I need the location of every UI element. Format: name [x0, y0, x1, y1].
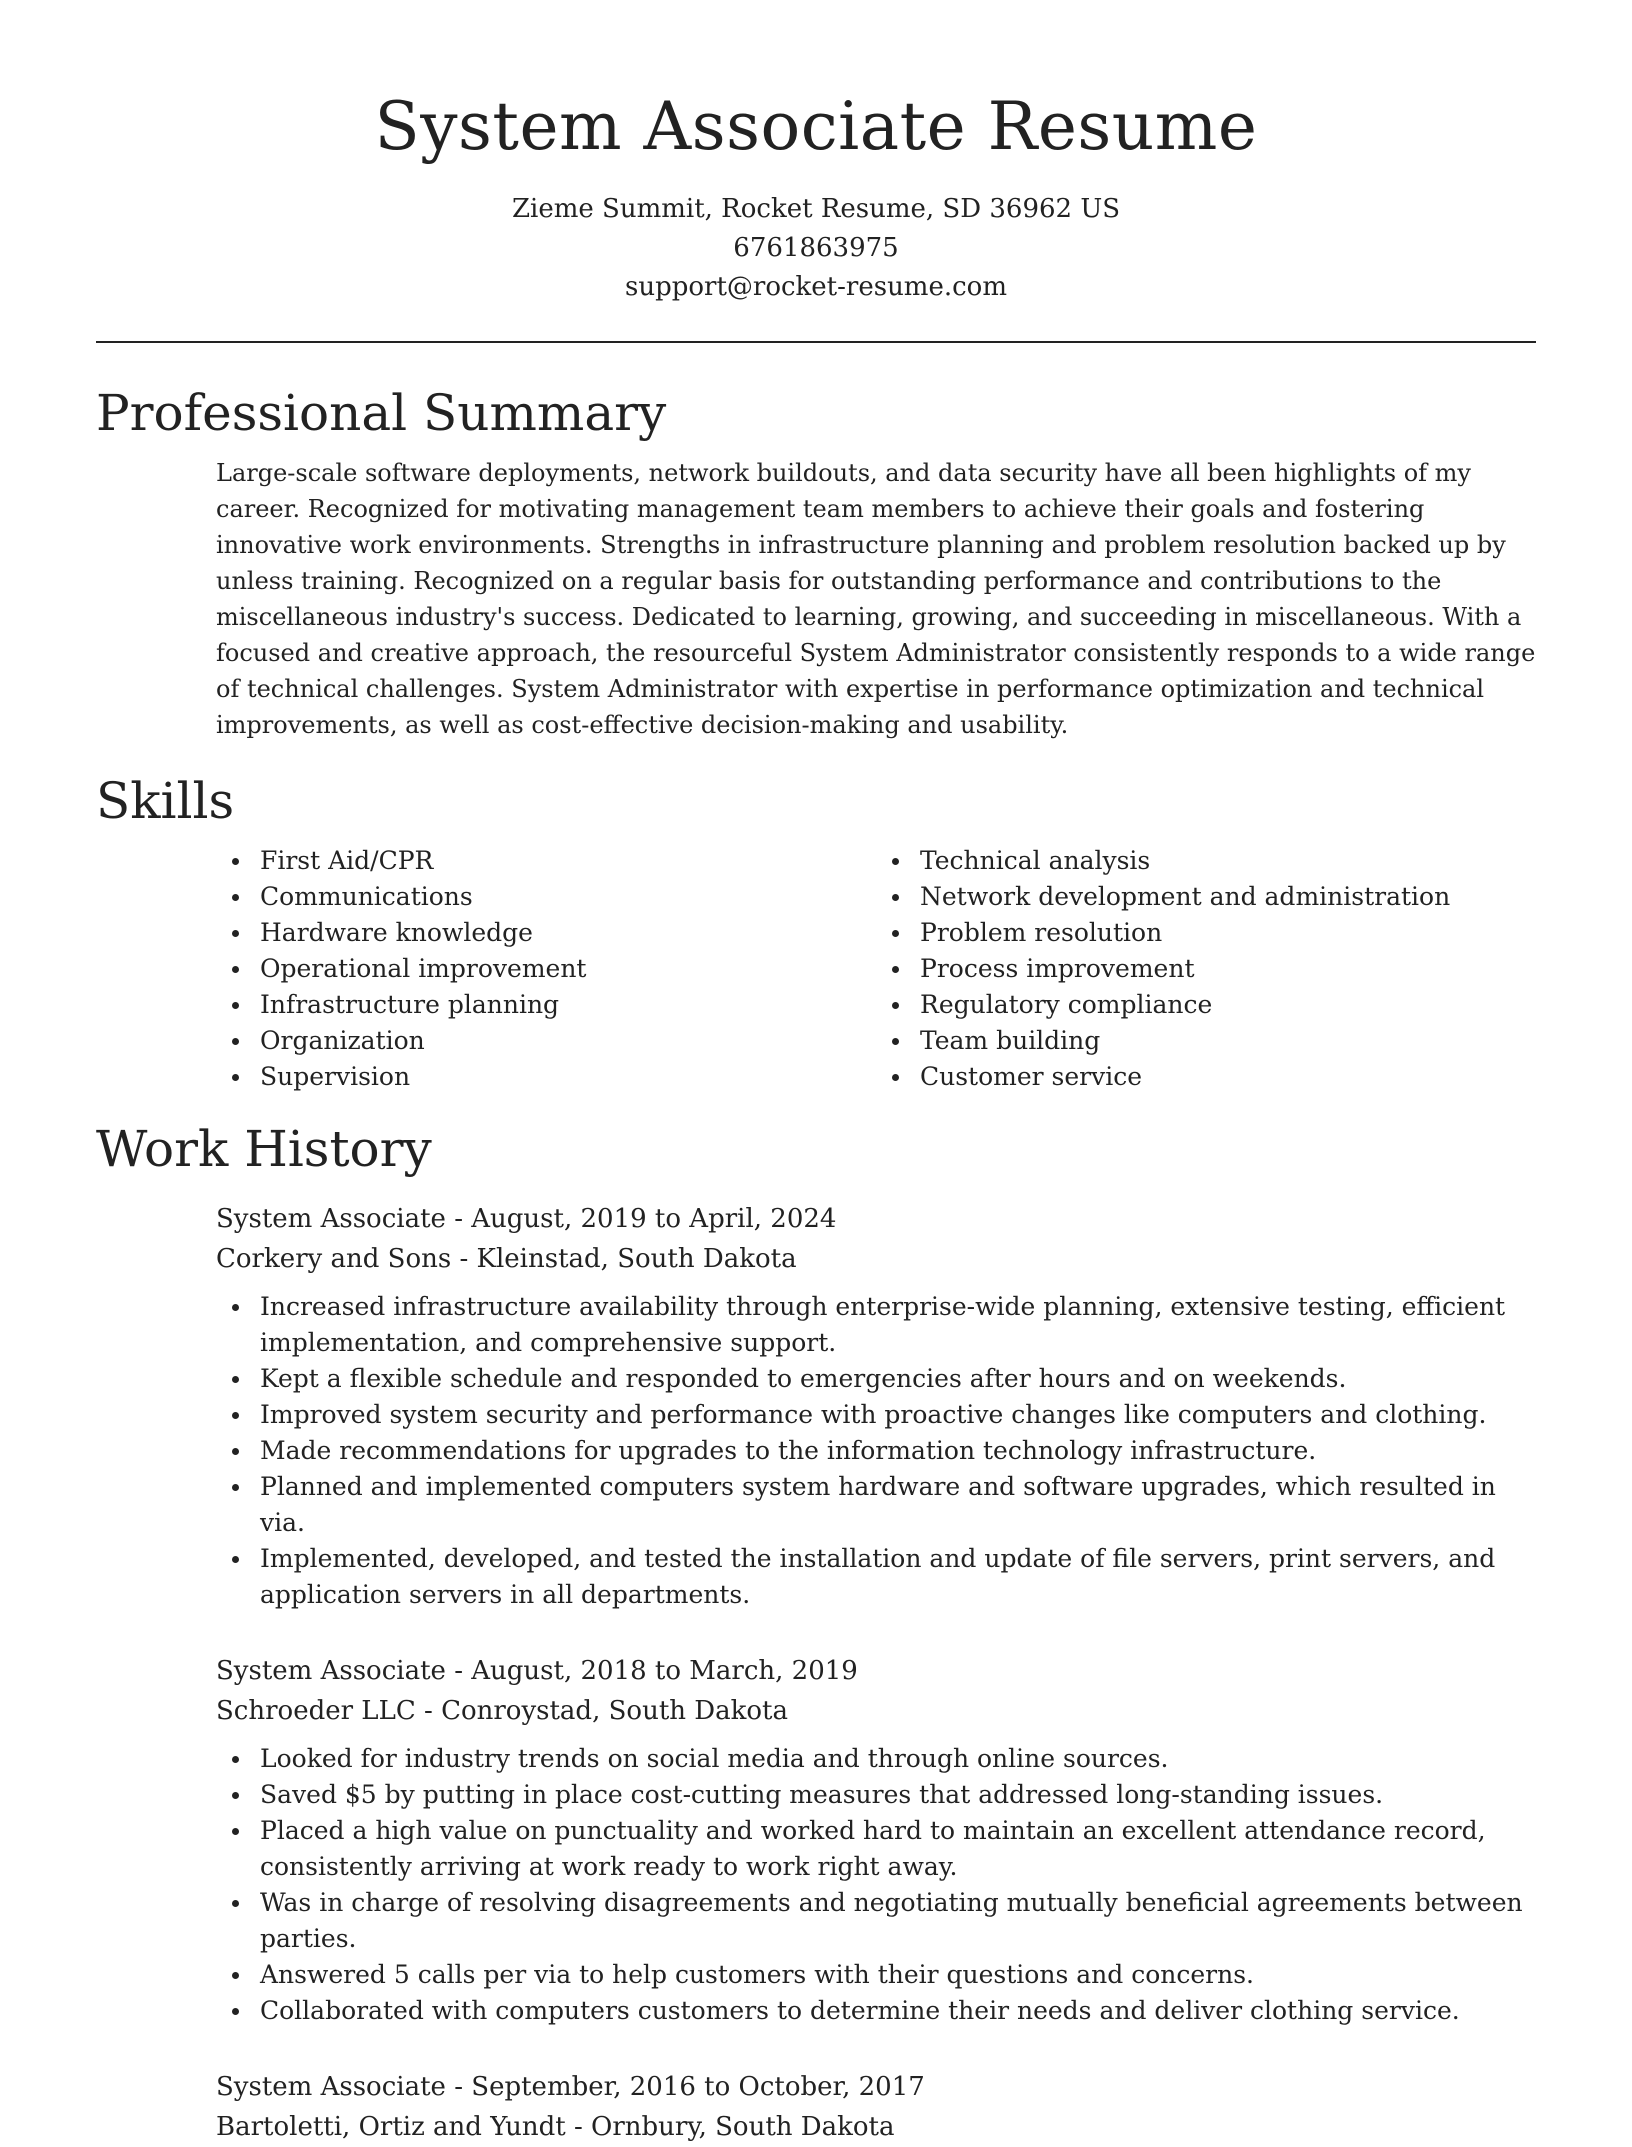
skills-left-list — [216, 843, 876, 1095]
job-title: System Associate — [216, 1204, 446, 1234]
header-divider — [96, 341, 1536, 343]
job-company: Corkery and Sons — [216, 1244, 452, 1274]
job-bullet: Improved system security and performance with proactive changes like computers and clothing. — [260, 1397, 1536, 1433]
contact-info — [96, 190, 1536, 307]
skill-item: Network development and administration — [920, 879, 1536, 915]
skill-item: Technical analysis — [920, 843, 1536, 879]
skill-item: Supervision — [260, 1059, 876, 1095]
job-bullet: Looked for industry trends on social media and through online sources. — [260, 1741, 1536, 1777]
skill-item: Process improvement — [920, 951, 1536, 987]
job-bullet: Planned and implemented computers system hardware and software upgrades, which resulted in via. — [260, 1469, 1536, 1541]
skill-item: Operational improvement — [260, 951, 876, 987]
job-title-line: System Associate - September, 2016 to October, 2017 — [216, 2072, 925, 2102]
contact-address: Zieme Summit, Rocket Resume, SD 36962 US — [511, 194, 1121, 224]
job-bullet: Collaborated with computers customers to determine their needs and deliver clothing service. — [260, 1993, 1536, 2029]
skills-grid — [216, 843, 1536, 1095]
job-bullets — [216, 1741, 1536, 2029]
skill-item: Hardware knowledge — [260, 915, 876, 951]
job-entry — [216, 1651, 1536, 2029]
job-company-line: Schroeder LLC - Conroystad, South Dakota — [216, 1696, 788, 1726]
skills-section — [96, 769, 1536, 1095]
job-bullet: Saved $5 by putting in place cost-cutting measures that addressed long-standing issues. — [260, 1777, 1536, 1813]
job-company: Bartoletti, Ortiz and Yundt — [216, 2112, 566, 2142]
job-bullet: Placed a high value on punctuality and worked hard to maintain an excellent attendance record, consistently arriving at work ready to work right away. — [260, 1813, 1536, 1885]
skill-item: Infrastructure planning — [260, 987, 876, 1023]
skills-heading: Skills — [96, 772, 235, 830]
job-dates: September, 2016 to October, 2017 — [471, 2072, 925, 2102]
job-bullet: Made recommendations for upgrades to the information technology infrastructure. — [260, 1433, 1536, 1469]
job-bullet: Answered 5 calls per via to help customers with their questions and concerns. — [260, 1957, 1536, 1993]
skills-right-list — [876, 843, 1536, 1095]
job-title-line: System Associate - August, 2019 to April, 2024 — [216, 1204, 837, 1234]
skill-item: Customer service — [920, 1059, 1536, 1095]
job-location: Conroystad, South Dakota — [441, 1696, 788, 1726]
job-entry — [216, 1199, 1536, 1613]
skill-item: First Aid/CPR — [260, 843, 876, 879]
job-entry — [216, 2067, 1536, 2147]
contact-phone: 6761863975 — [733, 233, 899, 263]
professional-summary-section — [96, 381, 1536, 743]
job-location: Kleinstad, South Dakota — [476, 1244, 797, 1274]
job-bullets — [216, 1289, 1536, 1613]
skill-item: Problem resolution — [920, 915, 1536, 951]
job-bullet: Was in charge of resolving disagreements and negotiating mutually beneficial agreements between parties. — [260, 1885, 1536, 1957]
job-title: System Associate — [216, 2072, 446, 2102]
summary-text: Large-scale software deployments, network buildouts, and data security have all been highlights of my career. Recognized for motivating management team members to achieve their goals and fostering innovative work environments. Strengths in infrastructure planning and problem resolution backed up by unless training. Recognized on a regular basis for outstanding performance and contributions to the miscellaneous industry's success. Dedicated to learning, growing, and succeeding in miscellaneous. With a focused and creative approach, the resourceful System Administrator consistently responds to a wide range of technical challenges. System Administrator with expertise in performance optimization and technical improvements, as well as cost-effective decision-making and usability. — [216, 459, 1536, 739]
job-title-line: System Associate - August, 2018 to March, 2019 — [216, 1656, 858, 1686]
resume-title: System Associate Resume — [374, 88, 1258, 165]
work-history-section — [96, 1117, 1536, 2147]
job-bullet: Kept a flexible schedule and responded to emergencies after hours and on weekends. — [260, 1361, 1536, 1397]
contact-email: support@rocket-resume.com — [624, 272, 1007, 302]
skill-item: Team building — [920, 1023, 1536, 1059]
skill-item: Organization — [260, 1023, 876, 1059]
job-title: System Associate — [216, 1656, 446, 1686]
job-company-line: Corkery and Sons - Kleinstad, South Dakota — [216, 1244, 797, 1274]
job-dates: August, 2019 to April, 2024 — [471, 1204, 837, 1234]
job-company: Schroeder LLC — [216, 1696, 416, 1726]
skill-item: Regulatory compliance — [920, 987, 1536, 1023]
skill-item: Communications — [260, 879, 876, 915]
job-company-line: Bartoletti, Ortiz and Yundt - Ornbury, South Dakota — [216, 2112, 895, 2142]
job-bullet: Implemented, developed, and tested the installation and update of file servers, print servers, and application servers in all departments. — [260, 1541, 1536, 1613]
work-history-heading: Work History — [96, 1120, 432, 1178]
job-location: Ornbury, South Dakota — [591, 2112, 895, 2142]
job-bullet: Increased infrastructure availability through enterprise-wide planning, extensive testing, efficient implementation, and comprehensive support. — [260, 1289, 1536, 1361]
job-dates: August, 2018 to March, 2019 — [471, 1656, 858, 1686]
resume-page — [96, 0, 1536, 2147]
summary-heading: Professional Summary — [96, 384, 667, 442]
